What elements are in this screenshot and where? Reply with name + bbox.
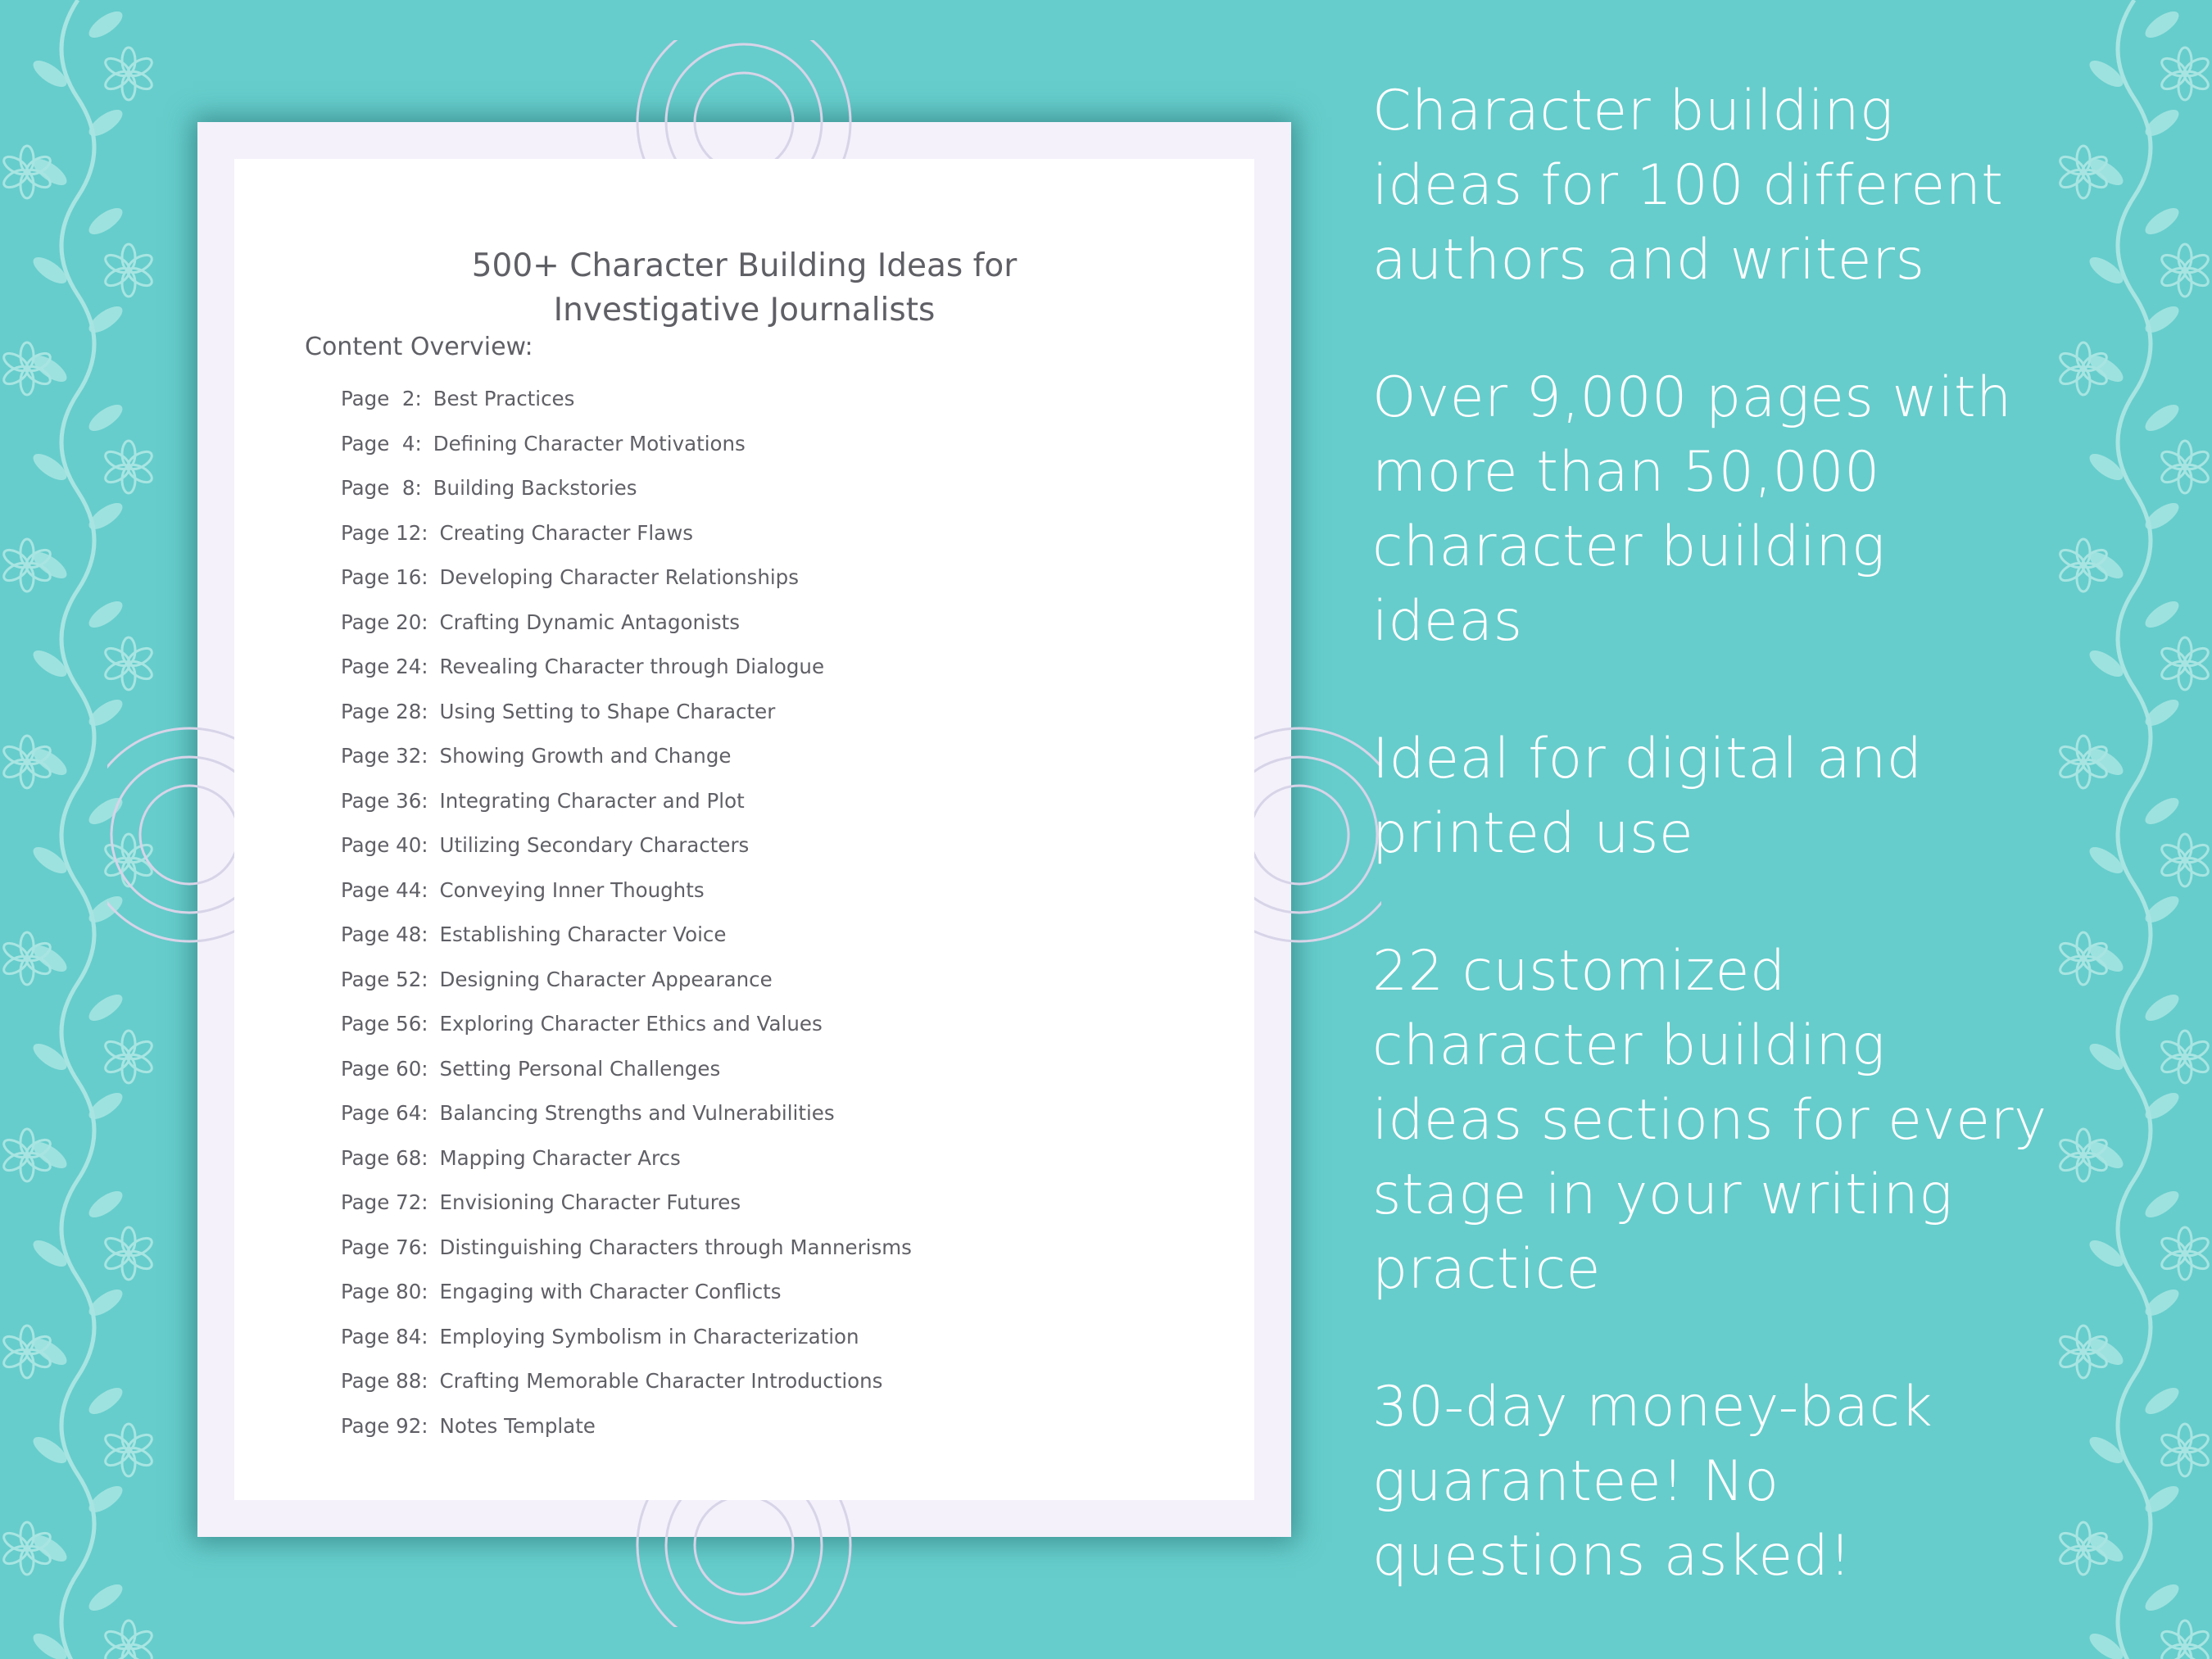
content-overview-heading: Content Overview: bbox=[305, 333, 533, 361]
toc-page-number: Page 60: bbox=[341, 1056, 428, 1081]
feature-text-line: 30-day money-back bbox=[1372, 1375, 1933, 1439]
toc-topic: Crafting Dynamic Antagonists bbox=[439, 610, 740, 634]
feature-text-line: more than 50,000 bbox=[1372, 440, 1880, 505]
toc-topic: Exploring Character Ethics and Values bbox=[439, 1012, 823, 1036]
toc-page-number: Page 76: bbox=[341, 1235, 428, 1259]
toc-item bbox=[341, 387, 912, 432]
toc-item bbox=[341, 1369, 912, 1414]
feature-item bbox=[1372, 74, 2183, 297]
toc-item bbox=[341, 1146, 912, 1191]
toc-topic: Distinguishing Characters through Mannerisms bbox=[439, 1235, 912, 1259]
toc-topic: Revealing Character through Dialogue bbox=[439, 655, 825, 678]
toc-item bbox=[341, 476, 912, 521]
feature-text-line: 22 customized bbox=[1372, 939, 1786, 1004]
toc-page-number: Page 84: bbox=[341, 1324, 428, 1349]
toc-topic: Notes Template bbox=[439, 1413, 596, 1438]
toc-page-number: Page 92: bbox=[341, 1413, 428, 1438]
toc-page-number: Page 88: bbox=[341, 1369, 428, 1393]
feature-text-line: ideas bbox=[1372, 589, 1523, 654]
document-title bbox=[234, 244, 1254, 333]
toc-page-number: Page 32: bbox=[341, 744, 428, 768]
toc-topic: Using Setting to Shape Character bbox=[439, 699, 776, 723]
document-preview bbox=[197, 122, 1291, 1537]
toc-item bbox=[341, 968, 912, 1013]
toc-page-number: Page 12: bbox=[341, 520, 428, 545]
feature-text-line: character building bbox=[1372, 514, 1886, 579]
toc-item bbox=[341, 1012, 912, 1057]
feature-text-line: Character building bbox=[1372, 79, 1894, 143]
feature-text-line: authors and writers bbox=[1372, 228, 1925, 292]
toc-page-number: Page 8: bbox=[341, 476, 422, 500]
toc-item bbox=[341, 700, 912, 745]
feature-text-line: ideas for 100 different bbox=[1372, 153, 2004, 218]
toc-page-number: Page 44: bbox=[341, 877, 428, 902]
toc-page-number: Page 2: bbox=[341, 387, 422, 410]
toc-topic: Conveying Inner Thoughts bbox=[439, 877, 705, 902]
feature-text-line: questions asked! bbox=[1372, 1524, 1852, 1589]
toc-item bbox=[341, 565, 912, 610]
toc-item bbox=[341, 1414, 912, 1459]
toc-topic: Defining Character Motivations bbox=[433, 431, 746, 456]
toc-item bbox=[341, 521, 912, 566]
toc-topic: Engaging with Character Conflicts bbox=[439, 1280, 782, 1303]
document-title-line: 500+ Character Building Ideas for bbox=[471, 247, 1018, 284]
document-page bbox=[234, 159, 1254, 1500]
table-of-contents bbox=[341, 387, 912, 1458]
toc-page-number: Page 52: bbox=[341, 967, 428, 991]
feature-text-line: stage in your writing bbox=[1372, 1163, 1953, 1227]
toc-topic: Balancing Strengths and Vulnerabilities bbox=[439, 1101, 835, 1125]
toc-topic: Creating Character Flaws bbox=[439, 520, 693, 545]
toc-topic: Best Practices bbox=[433, 387, 575, 410]
toc-item bbox=[341, 655, 912, 700]
toc-page-number: Page 40: bbox=[341, 833, 428, 857]
toc-topic: Showing Growth and Change bbox=[439, 744, 732, 768]
toc-page-number: Page 28: bbox=[341, 699, 428, 723]
toc-page-number: Page 36: bbox=[341, 788, 428, 813]
feature-text-line: guarantee! No bbox=[1372, 1449, 1779, 1514]
toc-page-number: Page 20: bbox=[341, 610, 428, 634]
feature-item bbox=[1372, 1370, 2183, 1593]
toc-item bbox=[341, 833, 912, 878]
toc-item bbox=[341, 1280, 912, 1325]
feature-item bbox=[1372, 722, 2183, 871]
toc-page-number: Page 80: bbox=[341, 1280, 428, 1303]
toc-topic: Mapping Character Arcs bbox=[439, 1145, 681, 1170]
toc-topic: Designing Character Appearance bbox=[439, 967, 773, 991]
toc-topic: Crafting Memorable Character Introductions bbox=[439, 1369, 883, 1393]
toc-page-number: Page 4: bbox=[341, 431, 422, 456]
toc-topic: Envisioning Character Futures bbox=[439, 1190, 741, 1214]
toc-topic: Employing Symbolism in Characterization bbox=[439, 1324, 859, 1349]
document-title-line: Investigative Journalists bbox=[553, 292, 936, 329]
toc-page-number: Page 56: bbox=[341, 1012, 428, 1036]
toc-page-number: Page 64: bbox=[341, 1101, 428, 1125]
toc-topic: Integrating Character and Plot bbox=[439, 788, 745, 813]
toc-topic: Establishing Character Voice bbox=[439, 922, 727, 946]
toc-item bbox=[341, 789, 912, 834]
feature-text-line: Ideal for digital and bbox=[1372, 727, 1923, 791]
toc-item bbox=[341, 1057, 912, 1102]
feature-text-line: practice bbox=[1372, 1237, 1601, 1302]
toc-item bbox=[341, 1235, 912, 1281]
toc-item bbox=[341, 922, 912, 968]
toc-topic: Utilizing Secondary Characters bbox=[439, 833, 750, 857]
toc-topic: Setting Personal Challenges bbox=[439, 1056, 721, 1081]
toc-item bbox=[341, 744, 912, 789]
feature-text-line: printed use bbox=[1372, 801, 1694, 866]
toc-item bbox=[341, 610, 912, 655]
feature-text-line: character building bbox=[1372, 1013, 1886, 1078]
toc-item bbox=[341, 878, 912, 923]
toc-page-number: Page 16: bbox=[341, 565, 428, 589]
toc-page-number: Page 48: bbox=[341, 922, 428, 946]
toc-page-number: Page 68: bbox=[341, 1145, 428, 1170]
toc-topic: Building Backstories bbox=[433, 476, 637, 500]
feature-list bbox=[1372, 74, 2183, 1657]
feature-item bbox=[1372, 934, 2183, 1307]
toc-topic: Developing Character Relationships bbox=[439, 565, 799, 589]
feature-text-line: ideas sections for every bbox=[1372, 1088, 2047, 1153]
toc-item bbox=[341, 1325, 912, 1370]
feature-text-line: Over 9,000 pages with bbox=[1372, 365, 2012, 430]
toc-item bbox=[341, 432, 912, 477]
toc-item bbox=[341, 1190, 912, 1235]
toc-page-number: Page 72: bbox=[341, 1190, 428, 1214]
toc-item bbox=[341, 1101, 912, 1146]
feature-item bbox=[1372, 360, 2183, 659]
toc-page-number: Page 24: bbox=[341, 655, 428, 678]
